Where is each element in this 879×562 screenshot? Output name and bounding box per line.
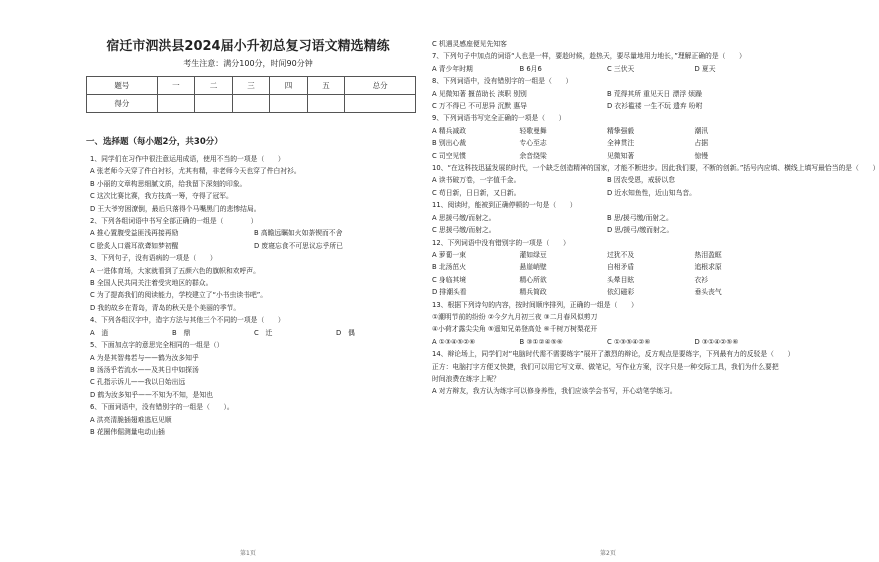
- answer-options-row: [432, 224, 782, 236]
- answer-option[interactable]: A 推心置腹受益匪浅再接再励: [90, 229, 179, 238]
- question-line: 4、下列各组汉字中，造字方法与其他三个不同的一项是（ ）: [90, 316, 285, 325]
- answer-option[interactable]: B 荒得其所 重见天日 漂浮 烦躁: [607, 89, 702, 98]
- question-line: 2、下列各组词语中书写全部正确的一组是（ ）: [90, 217, 258, 226]
- question-line: B 花圈伟倔测量电动山插: [90, 427, 165, 436]
- answer-options-row: [432, 286, 782, 298]
- score-header-cell: 题号: [87, 77, 158, 95]
- answer-option[interactable]: D 废寝忘食不可思议忘乎所已: [254, 241, 343, 250]
- answer-option[interactable]: A 萝蔔一束: [432, 250, 466, 259]
- answer-option[interactable]: A ①③④⑤②⑥: [432, 337, 476, 346]
- answer-options-row: [432, 274, 782, 286]
- answer-options-row: [432, 212, 782, 224]
- answer-option[interactable]: 精挚强毅: [607, 126, 635, 135]
- question-line: A 一进体育场，大家就看到了五颜六色的旗帜和欢呼声。: [90, 266, 260, 275]
- answer-option[interactable]: A 思援弓缴/而射之。: [432, 213, 496, 222]
- answer-option[interactable]: B 思/援弓缴/而射之。: [607, 213, 673, 222]
- answer-option[interactable]: 垂头丧气: [694, 288, 722, 297]
- answer-option[interactable]: A 精兵减政: [432, 126, 466, 135]
- answer-option[interactable]: 占据: [694, 139, 709, 148]
- answer-options-row: [432, 137, 782, 149]
- answer-option[interactable]: D 衣衫褴褛 一生不玩 遗弃 吩咐: [607, 102, 703, 111]
- question-line: A 对方辩友，我方认为练字可以修身养性，我们应该学会书写，开心动笔学练习。: [432, 387, 677, 396]
- question-line: D 王大爷穷困潦倒，最后只落得个马嘴黑门的悲惨结局。: [90, 204, 261, 213]
- answer-option[interactable]: B 鼎: [172, 328, 191, 337]
- exam-title: 宿迁市泗洪县2024届小升初总复习语文精选精练: [106, 39, 390, 54]
- answer-option[interactable]: D 夏天: [694, 64, 716, 73]
- answer-options-row: [432, 100, 782, 112]
- question-line: B 全国人民共同关注着受灾地区的群众。: [90, 279, 213, 288]
- answer-options-row: [432, 249, 782, 261]
- section-heading: 一、选择题（每小题2分，共30分）: [86, 137, 223, 147]
- question-line: A 洪亮清脆插翅难逃厄见顺: [90, 415, 172, 424]
- score-header-cell: 一: [157, 77, 195, 95]
- answer-option[interactable]: 衣衫: [694, 275, 709, 284]
- answer-option[interactable]: 精兵简政: [519, 288, 547, 297]
- question-line: B 汤汤乎若流水——及其日中如探汤: [90, 365, 199, 374]
- answer-options-row: [432, 125, 782, 137]
- answer-option[interactable]: B 别出心裁: [432, 139, 467, 148]
- answer-options-row: [90, 227, 418, 239]
- score-cell[interactable]: [307, 95, 345, 113]
- answer-options-row: [432, 187, 782, 199]
- question-line: D 我的故乡在青岛，青岛的秋天是个美丽的季节。: [90, 303, 241, 312]
- answer-option[interactable]: C 三伏天: [607, 64, 635, 73]
- question-line: 5、下面加点字的意思完全相同的一组是（）: [90, 341, 224, 350]
- right-column: [432, 38, 879, 398]
- answer-option[interactable]: 过犹不及: [607, 250, 635, 259]
- answer-option[interactable]: A 逍: [90, 328, 109, 337]
- answer-options-row: [432, 336, 782, 348]
- question-line: 3、下列句子，没有语病的一项是（ ）: [90, 254, 217, 263]
- question-line: 12、下列词语中没有错别字的一项是（ ）: [432, 238, 570, 247]
- question-line: ④小荷才露尖尖角 ⑤遥知兄弟登高处 ⑥千树万树梨花开: [432, 325, 598, 334]
- score-header-cell: 三: [232, 77, 270, 95]
- question-line: A 张老师今天穿了件白衬衫，尤其有精，非老师今天也穿了件白衬衫。: [90, 167, 301, 176]
- answer-option[interactable]: 潮汛: [694, 126, 709, 135]
- answer-option[interactable]: 自相矛盾: [607, 263, 635, 272]
- answer-option[interactable]: B 因农受恩，戒骄以怠: [607, 176, 675, 185]
- question-line: C 孔指示诉儿——我以日始出远: [90, 378, 186, 387]
- score-table: [86, 76, 416, 113]
- answer-options-row: [432, 88, 782, 100]
- answer-options-row: [90, 327, 418, 339]
- score-cell[interactable]: [195, 95, 233, 113]
- answer-option[interactable]: B 高瞻远瞩如火如荼锲而不舍: [254, 229, 343, 238]
- answer-option[interactable]: C 万不得已 不可思异 沉默 惠导: [432, 102, 527, 111]
- answer-option[interactable]: D 思/援弓/缴而射之。: [607, 226, 674, 235]
- answer-option[interactable]: B ③①②④⑤⑥: [519, 337, 563, 346]
- question-line: C 这次比赛比赛，我方技高一筹，夺得了冠军。: [90, 192, 233, 201]
- answer-option[interactable]: C 迁: [254, 328, 273, 337]
- right-question-list: [432, 38, 879, 398]
- score-cell[interactable]: [345, 95, 416, 113]
- answer-option[interactable]: C 思援弓缴/而射之。: [432, 226, 496, 235]
- answer-option[interactable]: 专心至志: [519, 139, 547, 148]
- question-line: C 为了提高我们的阅读能力，学校建立了“小书虫读书吧”。: [90, 291, 268, 300]
- answer-options-row: [432, 150, 782, 162]
- question-line: 8、下列词语中，没有错别字的一组是（ ）: [432, 77, 573, 86]
- question-line: 9、下列词语书写完全正确的一项是（ ）: [432, 114, 566, 123]
- question-line: 1、同学们在习作中很注意运用成语，使用不当的一项是（ ）: [90, 155, 285, 163]
- answer-options-row: [90, 240, 418, 252]
- answer-option[interactable]: A 读书破万卷，一字值千金。: [432, 176, 521, 185]
- question-line: 时间浪费在练字上呢？: [432, 374, 500, 383]
- question-line: ①潮明节前的纷纷 ②今夕九月初三夜 ③二月春风似剪刀: [432, 312, 598, 321]
- answer-options-row: [432, 174, 782, 186]
- answer-option[interactable]: C 脍炙人口震耳欲聋如梦初醒: [90, 241, 179, 250]
- score-cell[interactable]: [232, 95, 270, 113]
- page-number-left: 第1页: [240, 550, 256, 557]
- score-table-score-row: [87, 95, 416, 113]
- answer-option[interactable]: 追根求原: [694, 263, 722, 272]
- question-line: D 鹤为汝多知乎——不知为不知，是知也: [90, 390, 213, 399]
- answer-option[interactable]: C 苟日新，日日新，又日新。: [432, 188, 521, 197]
- question-line: 正方：电脑打字方便又快捷，我们可以用它写文章、做笔记，写作业方案，汉字只是一种交际工具，我们为什么要把: [432, 362, 779, 371]
- score-header-cell: 总分: [345, 77, 416, 95]
- answer-option[interactable]: B 北汤茁火: [432, 263, 467, 272]
- answer-option[interactable]: 见微知著: [607, 151, 635, 160]
- answer-option[interactable]: 精心所欲: [519, 275, 547, 284]
- answer-option[interactable]: D 排潮头看: [432, 288, 467, 297]
- answer-options-row: [432, 63, 782, 75]
- answer-option[interactable]: 悬崖峭壁: [519, 263, 547, 272]
- score-cell[interactable]: [157, 95, 195, 113]
- answer-option[interactable]: 依幻磁彩: [607, 288, 635, 297]
- answer-option[interactable]: 全神贯注: [607, 139, 635, 148]
- score-header-cell: 二: [195, 77, 233, 95]
- answer-option[interactable]: B 6月6: [519, 64, 542, 73]
- page-number-right: 第2页: [600, 550, 616, 557]
- answer-option[interactable]: 余音绕梁: [519, 151, 547, 160]
- question-line: 7、下列句子中加点的词语“人也是一样，要趁时候，趁热天，要尽量地用力地长，”理解正确的是（ ）: [432, 52, 746, 61]
- left-question-list: [78, 153, 418, 438]
- answer-options-row: [432, 261, 782, 273]
- question-line: 13、根据下列诗句的内容，按时间顺序排列，正确的一组是（ ）: [432, 300, 638, 309]
- score-cell[interactable]: [270, 95, 308, 113]
- score-header-cell: 四: [270, 77, 308, 95]
- answer-option[interactable]: 轻歌曼舞: [519, 126, 547, 135]
- answer-option[interactable]: D 近水知鱼性，近山知鸟音。: [607, 188, 696, 197]
- answer-option[interactable]: 灌如绿豆: [519, 250, 547, 259]
- question-line: A 为是其智弗若与——鹤为汝多知乎: [90, 353, 199, 362]
- answer-option[interactable]: 热泪盈眶: [694, 250, 722, 259]
- answer-option[interactable]: D 偶: [336, 328, 355, 337]
- question-line: C 机遇灵感座便见先知客: [432, 40, 507, 48]
- left-column: [78, 38, 418, 438]
- answer-option[interactable]: A 青少年时期: [432, 64, 473, 73]
- answer-option[interactable]: 头晕目眩: [607, 275, 635, 284]
- score-table-header-row: [87, 77, 416, 95]
- answer-option[interactable]: 惊慢: [694, 151, 709, 160]
- answer-option[interactable]: C ①③⑤④②⑥: [607, 337, 651, 346]
- score-row-label: 得分: [87, 95, 158, 113]
- answer-option[interactable]: A 见微知著 揠苗助长 渎职 别别: [432, 89, 527, 98]
- answer-option[interactable]: C 身临其境: [432, 275, 467, 284]
- question-line: 14、辩论场上，同学们对“电脑时代需不需要练字”展开了激烈的辩论，反方观点是要练字，下列最有力的反驳是（ ）: [432, 350, 795, 359]
- answer-option[interactable]: C 司空见惯: [432, 151, 467, 160]
- score-header-cell: 五: [307, 77, 345, 95]
- question-line: 10、“在这科技迅猛发展的时代，一个缺乏创造精神的国家，才能不断进步。因此我们要，不断的创新。”括号内应填、横线上填写最恰当的是（ ）: [432, 164, 879, 173]
- question-line: 11、阅读时，能被到正确停顿的一句是（ ）: [432, 201, 577, 210]
- answer-option[interactable]: D ③①④②⑤⑥: [694, 337, 739, 346]
- exam-notice: 考生注意：满分100分，时间90分钟: [183, 59, 313, 68]
- question-line: B 小丽的文章构思细腻文质，给我留下深刻的印象。: [90, 179, 247, 188]
- question-line: 6、下面词语中，没有错别字的一组是（ ）。: [90, 403, 234, 412]
